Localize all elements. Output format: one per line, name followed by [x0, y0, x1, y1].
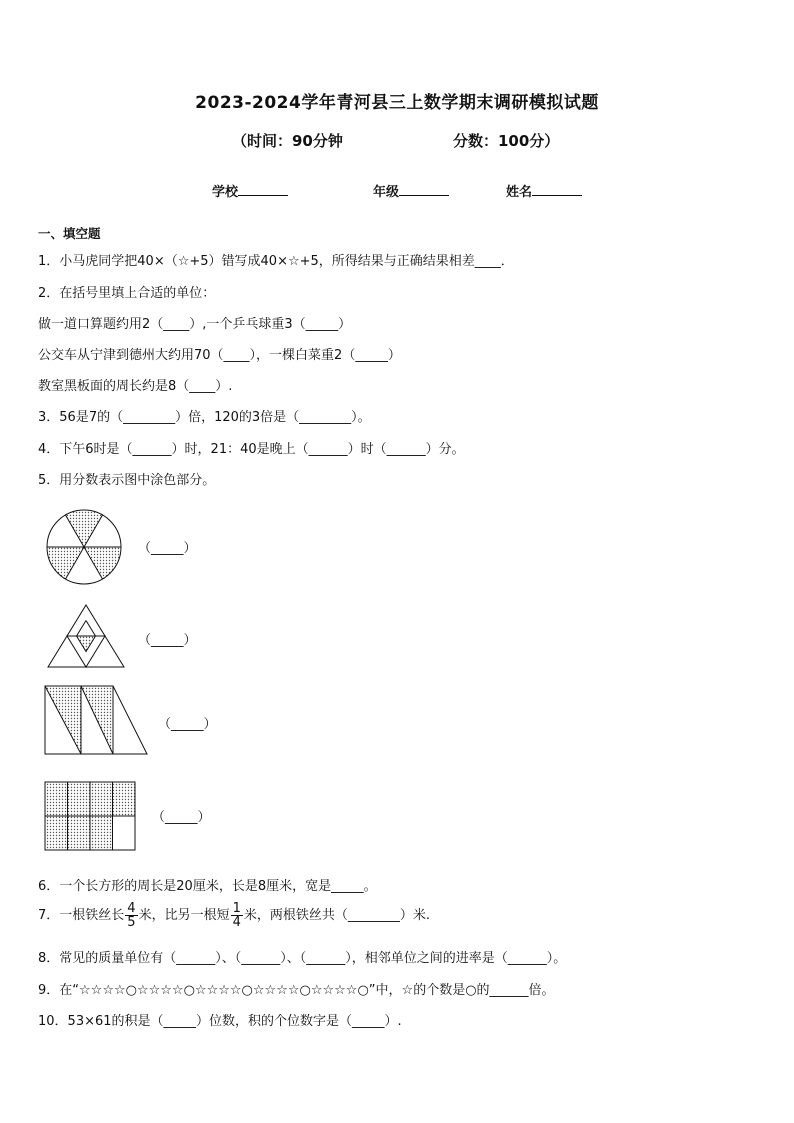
circle-figure — [44, 507, 124, 587]
question-2: 2．在括号里填上合适的单位： — [38, 286, 216, 301]
question-7-end: 米，两根铁丝共（________）米. — [243, 908, 430, 923]
fraction-2-denominator: 4 — [232, 915, 241, 930]
name-blank[interactable] — [532, 181, 582, 196]
figure-4-answer[interactable]: （_____） — [152, 810, 211, 825]
name-field[interactable] — [506, 181, 582, 200]
question-3: 3．56是7的（________）倍，120的3倍是（________）。 — [38, 410, 371, 425]
question-2b: 公交车从宁津到德州大约用70（____），一棵白菜重2（_____） — [38, 348, 401, 363]
figure-3-answer[interactable]: （_____） — [158, 717, 217, 732]
figure-1-answer[interactable]: （_____） — [138, 541, 197, 556]
question-1: 1．小马虎同学把40×（☆+5）错写成40×☆+5，所得结果与正确结果相差____． — [38, 254, 514, 269]
grade-label: 年级 — [373, 185, 400, 200]
question-2c: 教室黑板面的周长约是8（____）. — [38, 379, 233, 394]
exam-time: （时间：90分钟 — [232, 132, 343, 150]
fraction-four-fifths — [125, 902, 137, 929]
question-9: 9．在“☆☆☆☆○☆☆☆☆○☆☆☆☆○☆☆☆☆○☆☆☆☆○”中，☆的个数是○的______倍。 — [38, 983, 555, 998]
grade-field[interactable] — [373, 181, 449, 200]
question-7-middle: 米，比另一根短 — [138, 908, 230, 923]
figure-2-answer[interactable]: （_____） — [138, 633, 197, 648]
question-5: 5．用分数表示图中涂色部分。 — [38, 473, 216, 488]
question-10: 10．53×61的积是（_____）位数，积的个位数字是（_____）. — [38, 1014, 402, 1029]
question-8: 8．常见的质量单位有（______）、（______）、（______），相邻单位之间的进率是（______）。 — [38, 951, 567, 966]
question-4: 4．下午6时是（______）时，21：40是晚上（______）时（______）分。 — [38, 442, 465, 457]
question-7 — [38, 902, 430, 929]
grade-blank[interactable] — [399, 181, 449, 196]
school-field[interactable] — [212, 181, 288, 200]
grid-figure — [43, 780, 137, 852]
fraction-one-quarter — [231, 902, 243, 929]
question-2a: 做一道口算题约用2（____）,一个乒乓球重3（_____） — [38, 317, 352, 332]
fraction-1-numerator: 4 — [127, 901, 136, 916]
triangle-figure — [46, 603, 126, 669]
exam-score: 分数：100分） — [453, 132, 560, 150]
fraction-2-numerator: 1 — [232, 901, 241, 916]
section-title: 一、填空题 — [38, 226, 101, 241]
question-6: 6．一个长方形的周长是20厘米，长是8厘米，宽是_____。 — [38, 879, 377, 894]
question-7-start: 7．一根铁丝长 — [38, 908, 125, 923]
name-label: 姓名 — [506, 185, 533, 200]
fraction-1-denominator: 5 — [127, 915, 136, 930]
school-blank[interactable] — [238, 181, 288, 196]
page-title: 2023-2024学年青河县三上数学期末调研模拟试题 — [195, 93, 599, 113]
school-label: 学校 — [212, 185, 239, 200]
parallelogram-figure — [43, 684, 149, 756]
